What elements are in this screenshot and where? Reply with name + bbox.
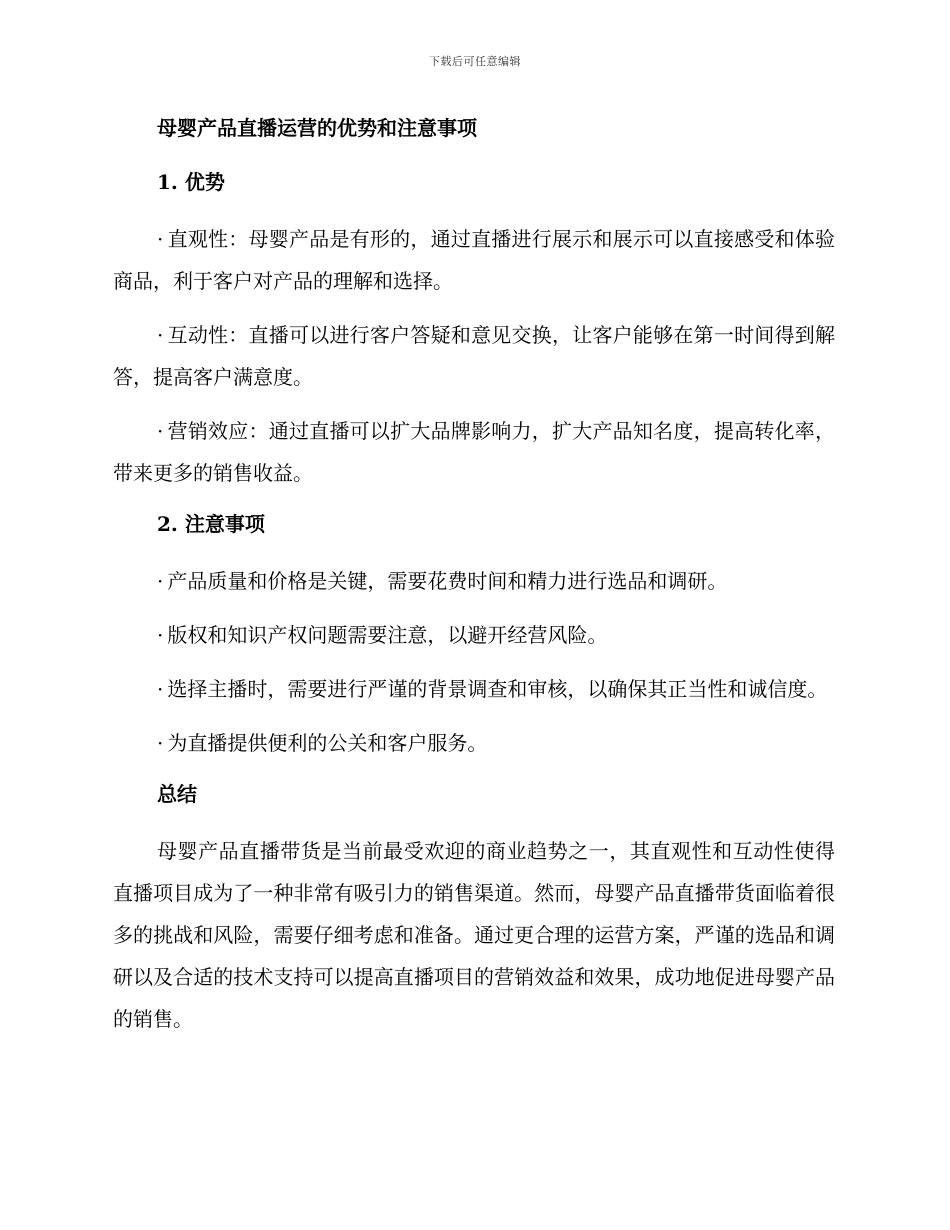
precaution-item: · 产品质量和价格是关键，需要花费时间和精力进行选品和调研。 bbox=[113, 560, 835, 602]
section-precautions bbox=[113, 506, 835, 764]
summary-paragraph: 母婴产品直播带货是当前最受欢迎的商业趋势之一，其直观性和互动性使得直播项目成为了一种非常有吸引力的销售渠道。然而，母婴产品直播带货面临着很多的挑战和风险，需要仔细考虑和准备。通过更合理的运营方案，严谨的选品和调研以及合适的技术支持可以提高直播项目的营销效益和效果，成功地促进母婴产品的销售。 bbox=[113, 839, 835, 1031]
section-heading-precautions: 2. 注意事项 bbox=[157, 512, 265, 536]
advantage-item: · 直观性：母婴产品是有形的，通过直播进行展示和展示可以直接感受和体验商品，利于客户对产品的理解和选择。 bbox=[113, 218, 835, 302]
advantage-item: · 营销效应：通过直播可以扩大品牌影响力，扩大产品知名度，提高转化率，带来更多的销售收益。 bbox=[113, 410, 835, 494]
precaution-item: · 选择主播时，需要进行严谨的背景调查和审核，以确保其正当性和诚信度。 bbox=[113, 668, 835, 710]
section-heading-summary: 总结 bbox=[157, 782, 197, 806]
precaution-item: · 为直播提供便利的公关和客户服务。 bbox=[113, 722, 835, 764]
document-body bbox=[113, 110, 835, 1052]
document-title: 母婴产品直播运营的优势和注意事项 bbox=[157, 116, 477, 140]
precaution-item: · 版权和知识产权问题需要注意，以避开经营风险。 bbox=[113, 614, 835, 656]
section-heading-advantages: 1. 优势 bbox=[157, 170, 225, 194]
advantage-item: · 互动性：直播可以进行客户答疑和意见交换，让客户能够在第一时间得到解答，提高客户满意度。 bbox=[113, 314, 835, 398]
section-summary bbox=[113, 776, 835, 1040]
section-advantages bbox=[113, 164, 835, 494]
header-note: 下载后可任意编辑 bbox=[429, 55, 521, 68]
